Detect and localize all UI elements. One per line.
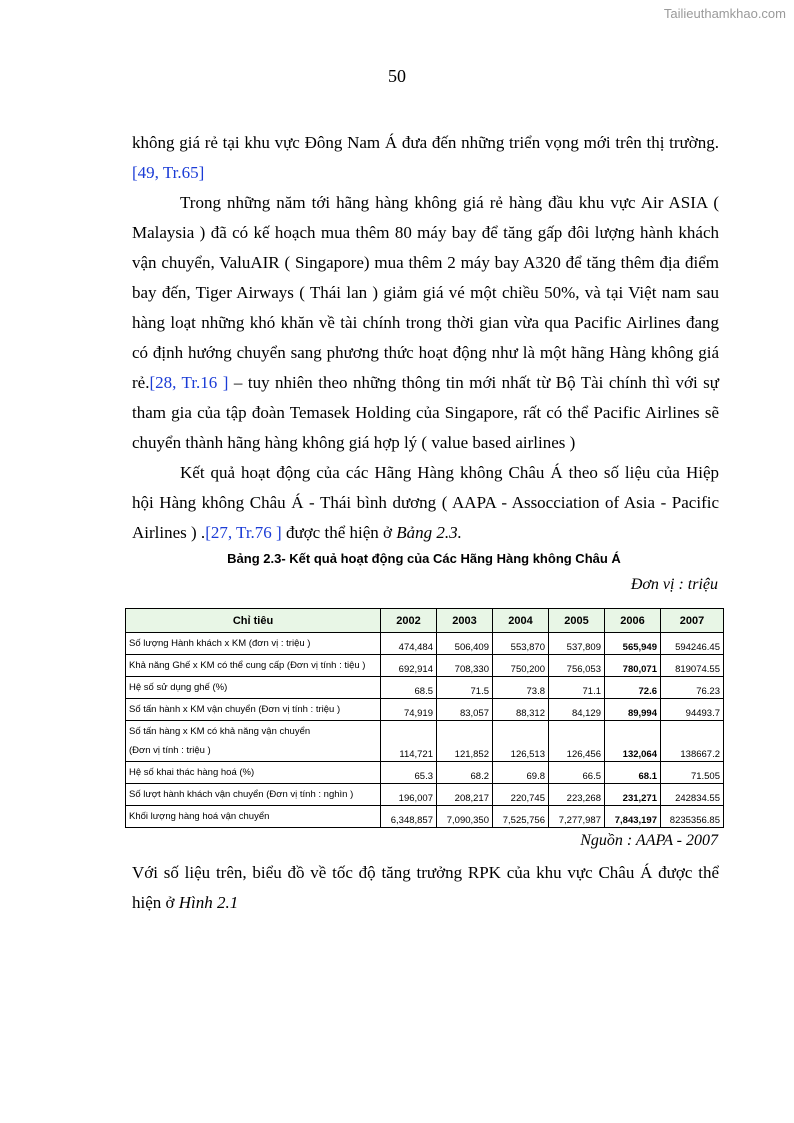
table-cell: 94493.7 bbox=[661, 699, 724, 721]
table-cell: 121,852 bbox=[437, 721, 493, 762]
paragraph-2 bbox=[132, 188, 719, 458]
paragraph-2-text: Trong những năm tới hãng hàng không giá rẻ hàng đầu khu vực Air ASIA ( Malaysia ) đã có kế hoạch mua thêm 80 máy bay để tăng gấp đôi lượng hành khách vận chuyển, ValuAIR ( Singapore) mua thêm 2 máy bay A320 để tăng thêm địa điểm bay đến, Tiger Airways ( Thái lan ) giảm giá vé một chiều 50%, và tại Việt nam sau hàng loạt những khó khăn về tài chính trong thời gian vừa qua Pacific Airlines đang có định hướng chuyển sang phương thức hoạt động như là một hãng Hàng không giá rẻ. bbox=[132, 193, 719, 392]
row-label: Số lượt hành khách vận chuyển (Đơn vị tính : nghìn ) bbox=[126, 784, 381, 806]
table-row bbox=[126, 721, 724, 762]
column-header: 2003 bbox=[437, 609, 493, 633]
table-cell: 537,809 bbox=[549, 633, 605, 655]
table-header-row bbox=[126, 609, 724, 633]
table-cell: 84,129 bbox=[549, 699, 605, 721]
row-label: Hệ số khai thác hàng hoá (%) bbox=[126, 762, 381, 784]
citation-link[interactable]: [49, Tr.65] bbox=[132, 163, 205, 182]
paragraph-3 bbox=[132, 458, 719, 548]
table-row bbox=[126, 677, 724, 699]
row-label: Số tấn hành x KM vận chuyển (Đơn vị tính : triệu ) bbox=[126, 699, 381, 721]
table-cell: 220,745 bbox=[493, 784, 549, 806]
paragraph-1 bbox=[132, 128, 719, 188]
table-cell: 83,057 bbox=[437, 699, 493, 721]
table-cell: 126,456 bbox=[549, 721, 605, 762]
paragraph-3-text: Kết quả hoạt động của các Hãng Hàng không Châu Á theo số liệu của Hiệp hội Hàng không Châu Á - Thái bình dương ( AAPA - Assocciation of Asia - Pacific Airlines ) . bbox=[132, 463, 719, 542]
row-label: Khả năng Ghế x KM có thể cung cấp (Đơn vị tính : tiệu ) bbox=[126, 655, 381, 677]
table-cell: 114,721 bbox=[381, 721, 437, 762]
row-label: Hệ số sử dụng ghế (%) bbox=[126, 677, 381, 699]
table-cell: 474,484 bbox=[381, 633, 437, 655]
watermark: Tailieuthamkhao.com bbox=[663, 6, 786, 21]
column-header: 2002 bbox=[381, 609, 437, 633]
table-title: Bảng 2.3- Kết quả hoạt động của Các Hãng Hàng không Châu Á bbox=[227, 551, 621, 566]
column-header: 2007 bbox=[661, 609, 724, 633]
table-cell: 68.2 bbox=[437, 762, 493, 784]
table-cell: 553,870 bbox=[493, 633, 549, 655]
table-cell: 71.505 bbox=[661, 762, 724, 784]
table-cell: 750,200 bbox=[493, 655, 549, 677]
unit-label: Đơn vị : triệu bbox=[630, 576, 718, 593]
table-row bbox=[126, 762, 724, 784]
table-cell: 126,513 bbox=[493, 721, 549, 762]
table-cell: 138667.2 bbox=[661, 721, 724, 762]
row-label: Khối lượng hàng hoá vận chuyển bbox=[126, 806, 381, 828]
table-cell: 7,843,197 bbox=[605, 806, 661, 828]
table-cell: 71.1 bbox=[549, 677, 605, 699]
table-cell: 231,271 bbox=[605, 784, 661, 806]
table-cell: 242834.55 bbox=[661, 784, 724, 806]
paragraph-4 bbox=[132, 858, 719, 918]
column-header: 2006 bbox=[605, 609, 661, 633]
table-cell: 69.8 bbox=[493, 762, 549, 784]
table-cell: 89,994 bbox=[605, 699, 661, 721]
table-reference: Bảng 2.3. bbox=[396, 523, 462, 542]
table-cell: 8235356.85 bbox=[661, 806, 724, 828]
citation-link[interactable]: [28, Tr.16 ] bbox=[149, 373, 229, 392]
table-cell: 73.8 bbox=[493, 677, 549, 699]
table-cell: 780,071 bbox=[605, 655, 661, 677]
table-cell: 692,914 bbox=[381, 655, 437, 677]
column-header: 2004 bbox=[493, 609, 549, 633]
table-cell: 756,053 bbox=[549, 655, 605, 677]
results-table bbox=[125, 608, 724, 828]
paragraph-1-text: không giá rẻ tại khu vực Đông Nam Á đưa đến những triển vọng mới trên thị trường. bbox=[132, 133, 719, 152]
table-row bbox=[126, 699, 724, 721]
figure-reference: Hình 2.1 bbox=[178, 893, 239, 912]
column-header: Chỉ tiêu bbox=[126, 609, 381, 633]
table-cell: 7,525,756 bbox=[493, 806, 549, 828]
table-cell: 68.1 bbox=[605, 762, 661, 784]
table-cell: 7,277,987 bbox=[549, 806, 605, 828]
table-cell: 7,090,350 bbox=[437, 806, 493, 828]
table-cell: 71.5 bbox=[437, 677, 493, 699]
table-cell: 72.6 bbox=[605, 677, 661, 699]
table-cell: 132,064 bbox=[605, 721, 661, 762]
table-row bbox=[126, 784, 724, 806]
table-row bbox=[126, 806, 724, 828]
table-cell: 594246.45 bbox=[661, 633, 724, 655]
table-cell: 88,312 bbox=[493, 699, 549, 721]
table-cell: 74,919 bbox=[381, 699, 437, 721]
table-cell: 76.23 bbox=[661, 677, 724, 699]
table-cell: 6,348,857 bbox=[381, 806, 437, 828]
paragraph-3-text-cont: được thể hiện ở bbox=[281, 523, 397, 542]
citation-link[interactable]: [27, Tr.76 ] bbox=[205, 523, 282, 542]
table-cell: 506,409 bbox=[437, 633, 493, 655]
row-label: Số lượng Hành khách x KM (đơn vị : triệu ) bbox=[126, 633, 381, 655]
row-label-line-2: (Đơn vị tính : triệu ) bbox=[129, 745, 211, 756]
column-header: 2005 bbox=[549, 609, 605, 633]
paragraph-4-text: Với số liệu trên, biểu đồ về tốc độ tăng trưởng RPK của khu vực Châu Á được thể hiện ở bbox=[132, 863, 719, 912]
table-row bbox=[126, 633, 724, 655]
table-cell: 208,217 bbox=[437, 784, 493, 806]
table-cell: 819074.55 bbox=[661, 655, 724, 677]
paragraph-2-text-cont: – tuy nhiên theo những thông tin mới nhất từ Bộ Tài chính thì với sự tham gia của tập đoàn Temasek Holding của Singapore, rất có thể Pacific Airlines sẽ chuyển thành hãng hàng không giá hợp lý ( value based airlines ) bbox=[132, 373, 719, 452]
table-cell: 223,268 bbox=[549, 784, 605, 806]
row-label-line-1: Số tấn hàng x KM có khả năng vận chuyển bbox=[129, 726, 311, 737]
row-label bbox=[126, 721, 381, 762]
table-cell: 68.5 bbox=[381, 677, 437, 699]
table-cell: 65.3 bbox=[381, 762, 437, 784]
table-cell: 196,007 bbox=[381, 784, 437, 806]
table-cell: 565,949 bbox=[605, 633, 661, 655]
table-cell: 66.5 bbox=[549, 762, 605, 784]
page-number: 50 bbox=[388, 66, 406, 86]
source-label: Nguồn : AAPA - 2007 bbox=[580, 832, 718, 849]
table-cell: 708,330 bbox=[437, 655, 493, 677]
table-row bbox=[126, 655, 724, 677]
